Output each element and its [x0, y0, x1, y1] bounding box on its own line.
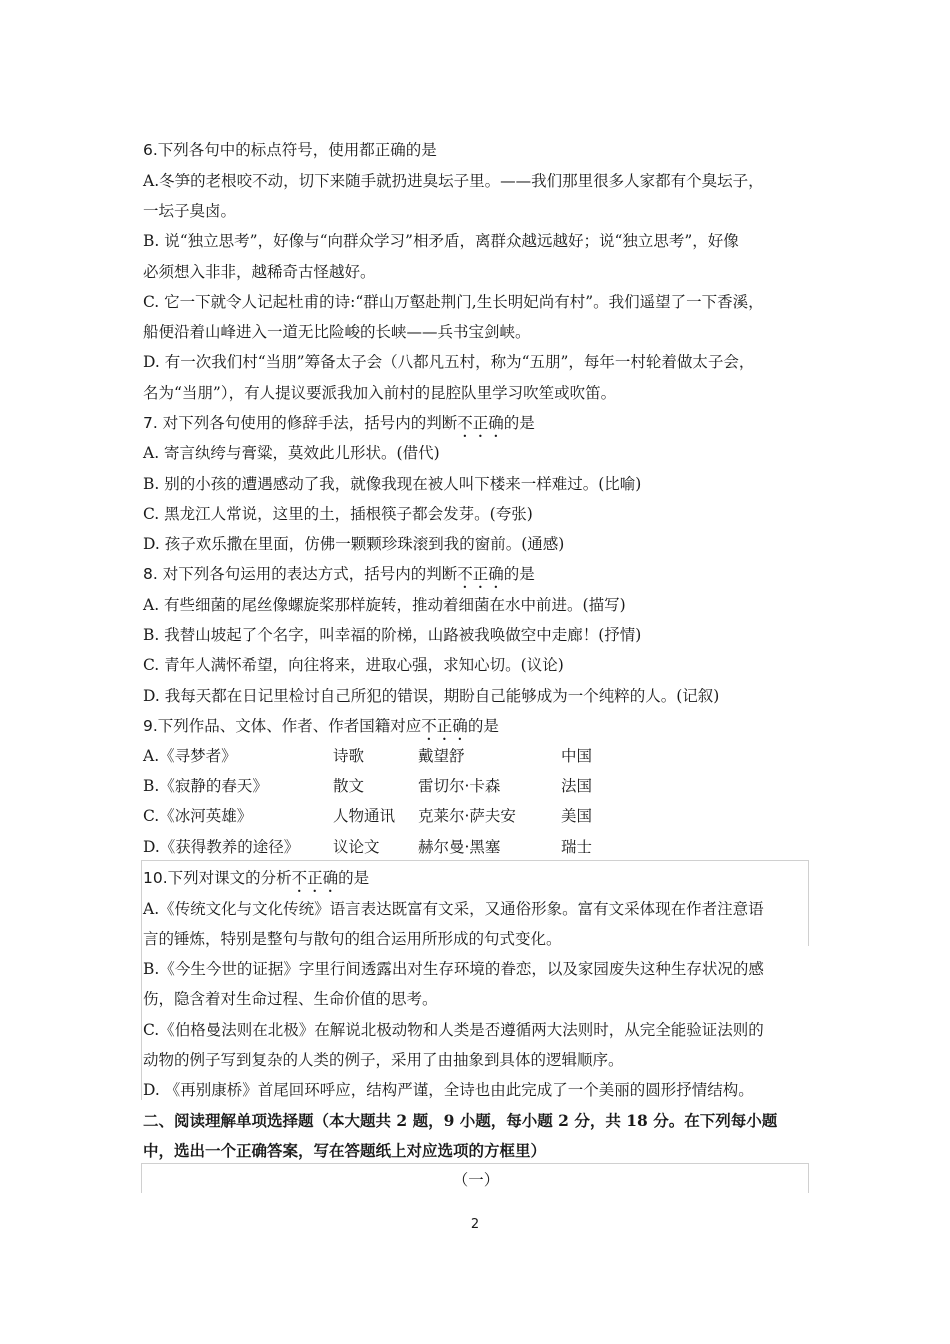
q8-option-d: D. 我每天都在日记里检讨自己所犯的错误，期盼自己能够成为一个纯粹的人。(记叙) [143, 687, 720, 705]
q6-option-a-line2: 一坛子臭卤。 [143, 202, 237, 220]
q9-title-emphasis: 不正确 [421, 717, 468, 735]
q10-option-a-line1: A.《传统文化与文化传统》语言表达既富有文采，又通俗形象。富有文采体现在作者注意语 [143, 900, 764, 918]
q10-option-d: D. 《再别康桥》首尾回环呼应，结构严谨，全诗也由此完成了一个美丽的圆形抒情结构。 [143, 1081, 754, 1099]
q6-option-c-line1: C. 它一下就令人记起杜甫的诗:“群山万壑赴荆门,生长明妃尚有村”。我们遥望了一下香溪， [143, 293, 764, 311]
q10-option-c-line1: C.《伯格曼法则在北极》在解说北极动物和人类是否遵循两大法则时，从完全能验证法则的 [143, 1021, 764, 1039]
frame-top-line [141, 860, 809, 861]
q10-option-c-line2: 动物的例子写到复杂的人类的例子，采用了由抽象到具体的逻辑顺序。 [143, 1051, 624, 1069]
q7-option-a: A. 寄言纨绔与膏粱，莫效此儿形状。(借代) [143, 444, 440, 462]
section2-heading-line1: 二、阅读理解单项选择题（本大题共 2 题，9 小题，每小题 2 分，共 18 分。在下列每小题 [143, 1111, 778, 1130]
q9-work: A.《寻梦者》 [143, 747, 237, 765]
q10-option-b-line2: 伤，隐含着对生命过程、生命价值的思考。 [143, 990, 438, 1008]
q6-option-c-line2: 船便沿着山峰进入一道无比险峻的长峡——兵书宝剑峡。 [143, 323, 531, 341]
q8-option-a: A. 有些细菌的尾丝像螺旋桨那样旋转，推动着细菌在水中前进。(描写) [143, 596, 626, 614]
q8-option-b: B. 我替山坡起了个名字，叫幸福的阶梯，山路被我唤做空中走廊！(抒情) [143, 626, 642, 644]
q10-option-b-line1: B.《今生今世的证据》字里行间透露出对生存环境的眷恋，以及家园废失这种生存状况的感 [143, 960, 764, 978]
q6-option-d-line2: 名为“当朋”），有人提议要派我加入前村的昆腔队里学习吹笙或吹笛。 [143, 384, 617, 402]
q7-title-post: 的是 [503, 414, 535, 432]
q7-title-emphasis: 不正确 [457, 414, 504, 432]
q9-title-pre: 9.下列作品、文体、作者、作者国籍对应 [143, 717, 422, 735]
q10-title [143, 868, 369, 896]
q9-genre: 散文 [333, 777, 365, 795]
q6-title: 6.下列各句中的标点符号，使用都正确的是 [143, 141, 437, 159]
q6-option-b-line1: B. 说“独立思考”，好像与“向群众学习”相矛盾，离群众越远越好；说“独立思考”，好像 [143, 232, 739, 250]
q9-work: B.《寂静的春天》 [143, 777, 268, 795]
frame-right-line [808, 860, 809, 946]
q9-work: C.《冰河英雄》 [143, 807, 253, 825]
q9-genre: 人物通讯 [333, 807, 396, 825]
q8-title-pre: 8. 对下列各句运用的表达方式，括号内的判断 [143, 565, 458, 583]
q10-title-pre: 10.下列对课文的分析 [143, 869, 292, 887]
section2-heading-line2: 中，选出一个正确答案，写在答题纸上对应选项的方框里） [143, 1141, 547, 1160]
q8-option-c: C. 青年人满怀希望，向往将来，进取心强，求知心切。(议论) [143, 656, 564, 674]
passage-frame-left-line [141, 1163, 142, 1193]
q9-author: 赫尔曼·黑塞 [418, 838, 501, 856]
q7-title [143, 413, 535, 441]
q9-country: 中国 [561, 747, 593, 765]
q8-title-emphasis: 不正确 [457, 565, 504, 583]
q7-option-c: C. 黑龙江人常说，这里的土，插根筷子都会发芽。(夸张) [143, 505, 533, 523]
q7-title-pre: 7. 对下列各句使用的修辞手法，括号内的判断 [143, 414, 458, 432]
frame-left-line [141, 860, 142, 1100]
passage-subheading: （一） [452, 1171, 500, 1189]
passage-frame-top-line [141, 1163, 809, 1164]
q9-country: 法国 [561, 777, 593, 795]
q10-option-a-line2: 言的锤炼，特别是整句与散句的组合运用所形成的句式变化。 [143, 930, 562, 948]
q9-work: D.《获得教养的途径》 [143, 838, 300, 856]
q9-genre: 诗歌 [333, 747, 365, 765]
q9-author: 戴望舒 [418, 747, 465, 765]
q10-title-post: 的是 [338, 869, 370, 887]
q8-title [143, 564, 535, 592]
q6-option-d-line1: D. 有一次我们村“当朋”筹备太子会（八都凡五村，称为“五朋”，每年一村轮着做太子会， [143, 353, 755, 371]
q9-country: 瑞士 [561, 838, 593, 856]
page-number: 2 [470, 1217, 480, 1232]
q7-option-d: D. 孩子欢乐撒在里面，仿佛一颗颗珍珠滚到我的窗前。(通感) [143, 535, 565, 553]
q10-title-emphasis: 不正确 [291, 869, 339, 887]
q7-option-b: B. 别的小孩的遭遇感动了我，就像我现在被人叫下楼来一样难过。(比喻) [143, 475, 642, 493]
q8-title-post: 的是 [503, 565, 535, 583]
q9-author: 克莱尔·萨夫安 [418, 807, 516, 825]
q6-option-a-line1: A.冬笋的老根咬不动，切下来随手就扔进臭坛子里。——我们那里很多人家都有个臭坛子， [143, 172, 764, 190]
q9-country: 美国 [561, 807, 593, 825]
q9-title [143, 716, 499, 744]
q6-option-b-line2: 必须想入非非，越稀奇古怪越好。 [143, 263, 376, 281]
q9-title-post: 的是 [467, 717, 499, 735]
q9-author: 雷切尔·卡森 [418, 777, 501, 795]
q9-genre: 议论文 [333, 838, 380, 856]
